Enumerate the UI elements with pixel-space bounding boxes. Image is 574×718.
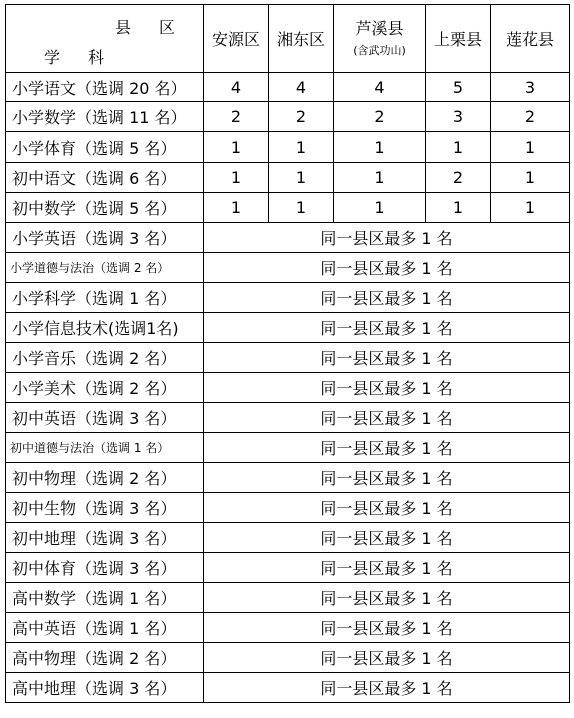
quota-cell: 3 — [426, 102, 491, 132]
limit-note-cell: 同一县区最多 1 名 — [204, 403, 570, 433]
header-county-anyuan: 安源区 — [204, 5, 269, 73]
limit-note-cell: 同一县区最多 1 名 — [204, 523, 570, 553]
table-row — [6, 583, 570, 613]
limit-note-cell: 同一县区最多 1 名 — [204, 553, 570, 583]
subject-cell: 小学英语（选调 3 名） — [6, 223, 204, 253]
limit-note-cell: 同一县区最多 1 名 — [204, 223, 570, 253]
limit-note-cell: 同一县区最多 1 名 — [204, 373, 570, 403]
table-row — [6, 283, 570, 313]
table-row — [6, 403, 570, 433]
quota-cell: 1 — [204, 193, 269, 223]
quota-cell: 1 — [334, 193, 426, 223]
table-row — [6, 223, 570, 253]
quota-cell: 1 — [426, 132, 491, 163]
subject-cell: 高中英语（选调 1 名） — [6, 613, 204, 643]
table-row — [6, 433, 570, 463]
quota-cell: 2 — [269, 102, 334, 132]
quota-cell: 1 — [269, 163, 334, 193]
limit-note-cell: 同一县区最多 1 名 — [204, 463, 570, 493]
quota-cell: 1 — [334, 163, 426, 193]
subject-cell: 小学科学（选调 1 名） — [6, 283, 204, 313]
subject-cell: 初中生物（选调 3 名） — [6, 493, 204, 523]
quota-cell: 1 — [269, 193, 334, 223]
subject-cell: 初中数学（选调 5 名） — [6, 193, 204, 223]
table-row — [6, 523, 570, 553]
corner-subject-label: 学 科 — [44, 48, 105, 67]
table-row — [6, 193, 570, 223]
subject-cell: 高中地理（选调 3 名） — [6, 673, 204, 703]
table-row — [6, 553, 570, 583]
table-row — [6, 102, 570, 132]
quota-cell: 3 — [491, 73, 570, 102]
table-row — [6, 493, 570, 523]
subject-cell: 小学信息技术(选调1名) — [6, 313, 204, 343]
subject-cell: 小学语文（选调 20 名） — [6, 73, 204, 102]
header-county-luxi-note: (含武功山) — [353, 43, 406, 57]
limit-note-cell: 同一县区最多 1 名 — [204, 313, 570, 343]
subject-cell: 初中物理（选调 2 名） — [6, 463, 204, 493]
quota-cell: 1 — [426, 193, 491, 223]
limit-note-cell: 同一县区最多 1 名 — [204, 343, 570, 373]
header-county-lianhua: 莲花县 — [491, 5, 570, 73]
header-county-luxi — [334, 5, 426, 73]
quota-cell: 2 — [204, 102, 269, 132]
quota-cell: 1 — [491, 193, 570, 223]
limit-note-cell: 同一县区最多 1 名 — [204, 673, 570, 703]
subject-cell: 小学数学（选调 11 名） — [6, 102, 204, 132]
quota-cell: 2 — [334, 102, 426, 132]
corner-county-label: 县 区 — [114, 18, 175, 37]
table-row — [6, 463, 570, 493]
header-row — [6, 5, 570, 73]
limit-note-cell: 同一县区最多 1 名 — [204, 583, 570, 613]
quota-cell: 2 — [426, 163, 491, 193]
subject-cell: 高中数学（选调 1 名） — [6, 583, 204, 613]
subject-cell: 小学音乐（选调 2 名） — [6, 343, 204, 373]
table-row — [6, 643, 570, 673]
limit-note-cell: 同一县区最多 1 名 — [204, 643, 570, 673]
header-corner-cell — [6, 5, 204, 73]
limit-note-cell: 同一县区最多 1 名 — [204, 493, 570, 523]
quota-cell: 1 — [269, 132, 334, 163]
subject-cell: 初中体育（选调 3 名） — [6, 553, 204, 583]
subject-cell: 初中道德与法治（选调 1 名） — [6, 433, 204, 463]
table-row — [6, 253, 570, 283]
table-row — [6, 132, 570, 163]
header-county-xiangdong: 湘东区 — [269, 5, 334, 73]
quota-cell: 1 — [491, 163, 570, 193]
limit-note-cell: 同一县区最多 1 名 — [204, 433, 570, 463]
table-row — [6, 343, 570, 373]
quota-cell: 1 — [334, 132, 426, 163]
quota-cell: 4 — [334, 73, 426, 102]
subject-cell: 小学美术（选调 2 名） — [6, 373, 204, 403]
table-row — [6, 673, 570, 703]
limit-note-cell: 同一县区最多 1 名 — [204, 283, 570, 313]
subject-cell: 高中物理（选调 2 名） — [6, 643, 204, 673]
subject-cell: 小学体育（选调 5 名） — [6, 132, 204, 163]
table-row — [6, 73, 570, 102]
table-row — [6, 163, 570, 193]
quota-cell: 4 — [269, 73, 334, 102]
table-row — [6, 613, 570, 643]
table-row — [6, 313, 570, 343]
subject-cell: 小学道德与法治（选调 2 名） — [6, 253, 204, 283]
header-county-luxi-name: 芦溪县 — [355, 18, 404, 38]
subject-cell: 初中地理（选调 3 名） — [6, 523, 204, 553]
header-county-shangli: 上栗县 — [426, 5, 491, 73]
quota-cell: 1 — [204, 132, 269, 163]
limit-note-cell: 同一县区最多 1 名 — [204, 253, 570, 283]
quota-cell: 1 — [204, 163, 269, 193]
quota-table — [5, 4, 570, 703]
quota-cell: 4 — [204, 73, 269, 102]
subject-cell: 初中语文（选调 6 名） — [6, 163, 204, 193]
subject-cell: 初中英语（选调 3 名） — [6, 403, 204, 433]
quota-cell: 1 — [491, 132, 570, 163]
table-row — [6, 373, 570, 403]
quota-cell: 2 — [491, 102, 570, 132]
quota-cell: 5 — [426, 73, 491, 102]
limit-note-cell: 同一县区最多 1 名 — [204, 613, 570, 643]
